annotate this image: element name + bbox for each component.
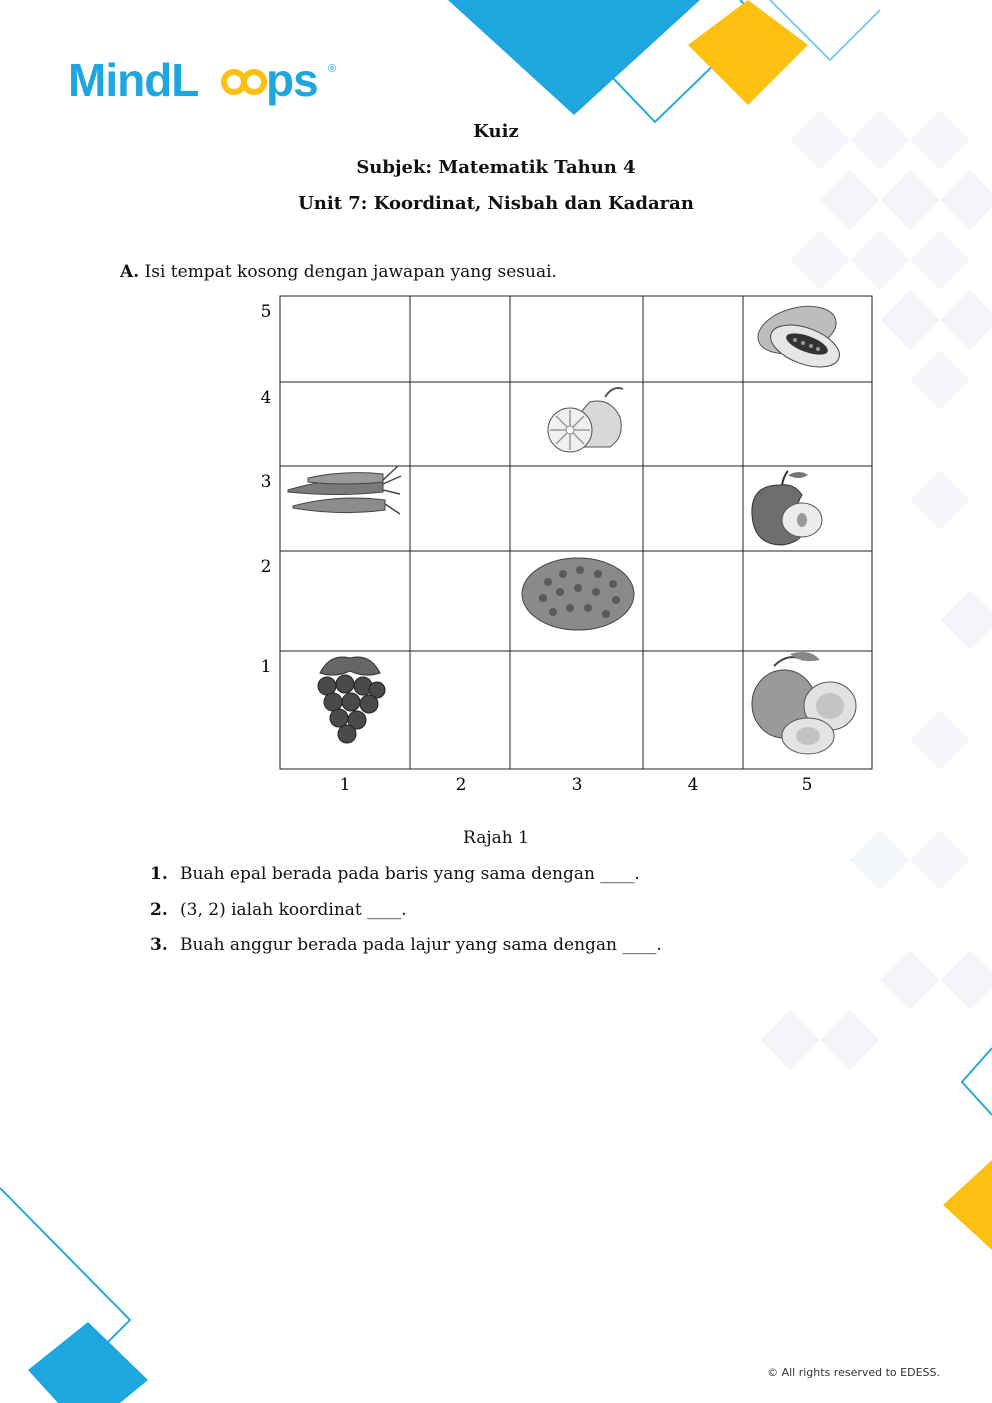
- question-text: Buah epal berada pada baris yang sama dengan ____.: [180, 864, 640, 884]
- section-label: A.: [120, 262, 140, 282]
- question-number: 2.: [150, 900, 168, 920]
- grapes-icon: [318, 657, 385, 743]
- lemon-icon: [548, 388, 623, 452]
- x-label: 3: [571, 775, 583, 795]
- instruction-text: Isi tempat kosong dengan jawapan yang sesuai.: [144, 262, 557, 282]
- coordinate-grid: [250, 290, 890, 810]
- apple-icon: [752, 471, 822, 545]
- carrot-icon: [288, 466, 401, 514]
- section-a-instruction: [120, 262, 557, 282]
- question-item: [150, 900, 407, 920]
- copyright-footer: © All rights reserved to EDESS.: [767, 1366, 940, 1379]
- question-number: 1.: [150, 864, 168, 884]
- y-label: 5: [260, 302, 272, 322]
- question-number: 3.: [150, 935, 168, 955]
- y-label: 2: [260, 557, 272, 577]
- guava-icon: [752, 652, 856, 754]
- durian-icon: [522, 558, 634, 630]
- papaya-icon: [753, 298, 845, 375]
- question-item: [150, 935, 662, 955]
- question-item: [150, 864, 640, 884]
- mindloops-logo: [68, 52, 348, 114]
- svg-text:ps: ps: [266, 54, 318, 106]
- question-text: (3, 2) ialah koordinat ____.: [180, 900, 407, 920]
- svg-text:MindL: MindL: [68, 54, 199, 106]
- unit-heading: Unit 7: Koordinat, Nisbah dan Kadaran: [298, 193, 694, 214]
- x-label: 5: [801, 775, 813, 795]
- quiz-title: Kuiz: [473, 121, 519, 142]
- x-label: 2: [455, 775, 467, 795]
- subject-heading: Subjek: Matematik Tahun 4: [356, 157, 636, 178]
- x-label: 1: [339, 775, 351, 795]
- x-label: 4: [687, 775, 699, 795]
- y-label: 1: [260, 657, 272, 677]
- figure-caption: Rajah 1: [463, 828, 529, 848]
- question-text: Buah anggur berada pada lajur yang sama dengan ____.: [180, 935, 662, 955]
- svg-text:®: ®: [328, 63, 337, 75]
- y-label: 3: [260, 472, 272, 492]
- y-label: 4: [260, 388, 272, 408]
